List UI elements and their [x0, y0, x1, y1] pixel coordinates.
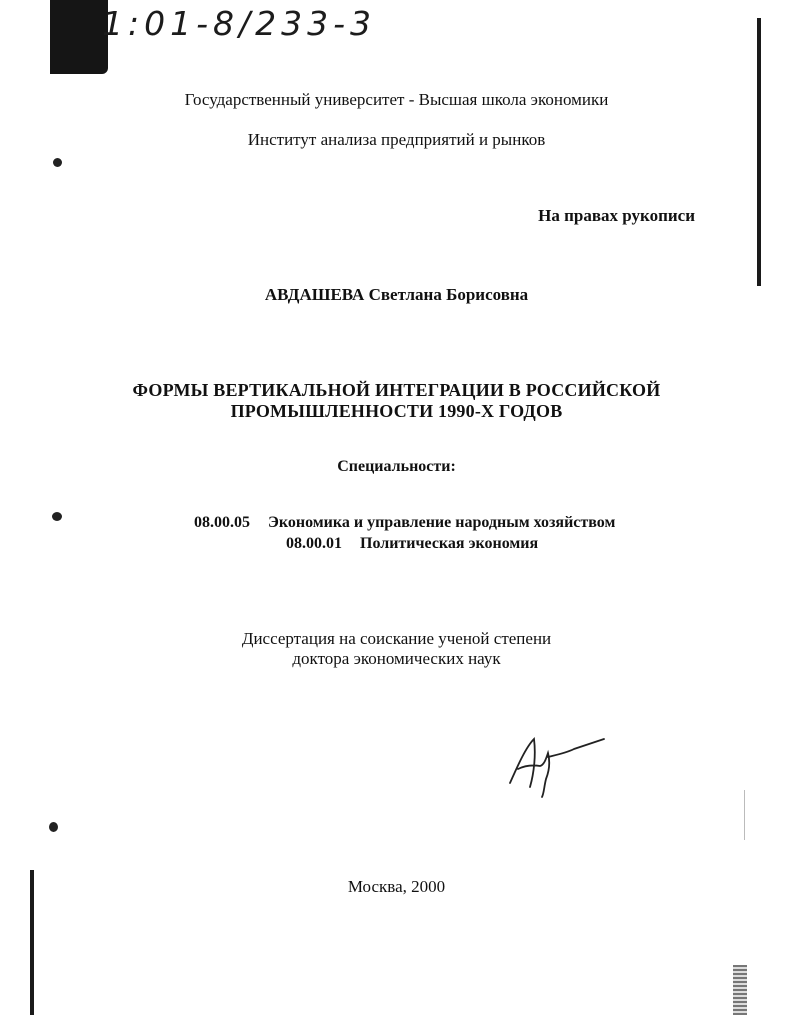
specialty-name: Экономика и управление народным хозяйством — [268, 514, 616, 531]
specialty-row — [286, 535, 538, 553]
punch-hole-mark — [49, 822, 58, 832]
scan-right-mid-line — [744, 790, 745, 840]
specialty-code: 08.00.01 — [286, 535, 342, 552]
institute-name: Институт анализа предприятий и рынков — [247, 130, 546, 149]
specialty-name: Политическая экономия — [360, 535, 539, 552]
university-name: Государственный университет - Высшая школа экономики — [184, 90, 609, 109]
manuscript-rights-note: На правах рукописи — [538, 206, 695, 225]
scan-right-bottom-noise — [733, 965, 747, 1015]
dissertation-title-line1: ФОРМЫ ВЕРТИКАЛЬНОЙ ИНТЕГРАЦИИ В РОССИЙСКОЙ — [132, 380, 661, 400]
author-name: АВДАШЕВА Светлана Борисовна — [264, 285, 529, 304]
specialty-row — [194, 514, 615, 532]
specialties-label: Специальности: — [337, 458, 456, 475]
scan-black-corner — [50, 0, 108, 74]
place-and-year: Москва, 2000 — [347, 877, 446, 896]
dissertation-title-line2: ПРОМЫШЛЕННОСТИ 1990-Х ГОДОВ — [230, 401, 563, 421]
specialty-code: 08.00.05 — [194, 514, 250, 531]
punch-hole-mark — [52, 512, 62, 521]
degree-line2: доктора экономических наук — [292, 649, 501, 668]
author-signature — [500, 735, 615, 800]
degree-line1: Диссертация на соискание ученой степени — [241, 629, 552, 648]
scan-right-edge-line — [757, 18, 761, 286]
punch-hole-mark — [53, 158, 62, 167]
archive-stamp-handwritten: 1:01-8/233-3 — [102, 4, 377, 43]
